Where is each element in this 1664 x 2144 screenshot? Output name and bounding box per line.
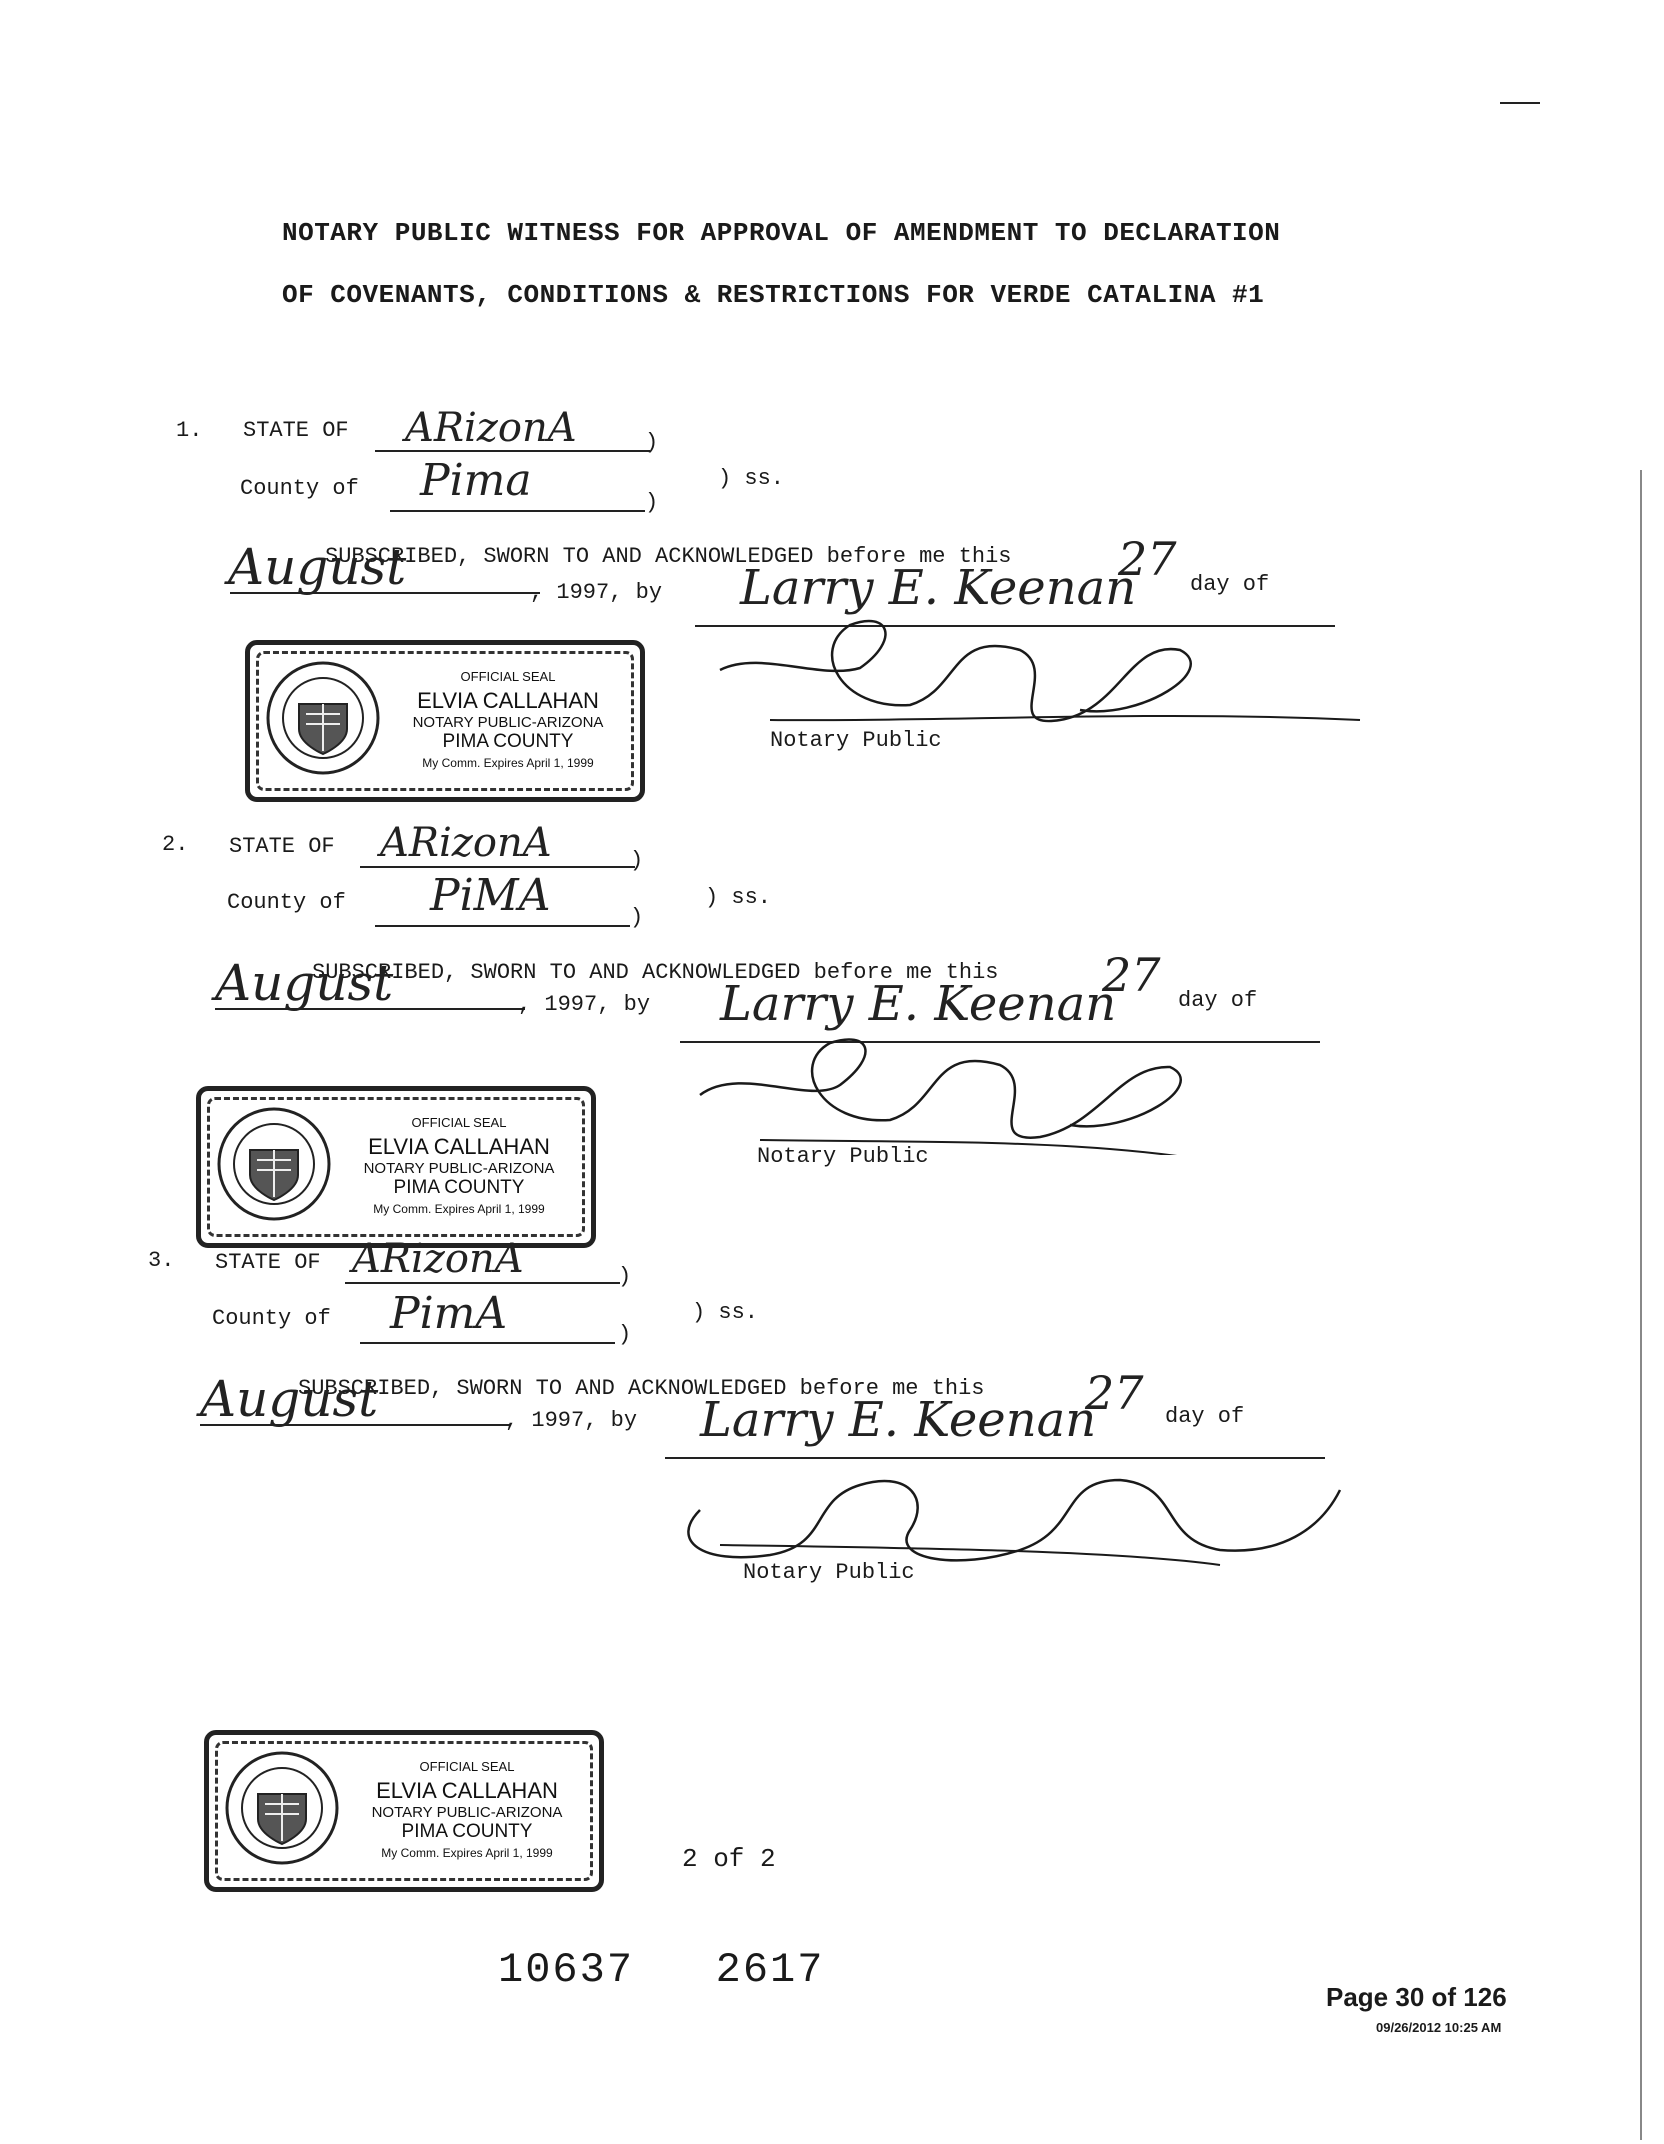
paren: ) (630, 848, 644, 873)
county-value: Pima (420, 455, 532, 506)
signer-name: Larry E. Keenan (700, 1392, 1097, 1448)
notary-public-label: Notary Public (757, 1144, 929, 1169)
state-value: ARizonA (352, 1236, 524, 1282)
county-value: PiMA (430, 870, 551, 921)
print-timestamp: 09/26/2012 10:25 AM (1376, 2020, 1502, 2035)
official-seal-bottom (204, 1730, 604, 1892)
ss-label: ) ss. (705, 885, 772, 910)
seal-line-1: OFFICIAL SEAL (419, 1759, 515, 1774)
seal-line-2: ELVIA CALLAHAN (368, 1134, 550, 1159)
state-seal-emblem (264, 659, 382, 777)
county-value: PimA (390, 1288, 508, 1339)
official-seal (245, 640, 645, 802)
month-value: August (215, 954, 394, 1012)
page-counter: Page 30 of 126 (1326, 1982, 1507, 2012)
seal-line-4: PIMA COUNTY (442, 731, 574, 752)
scan-edge (1640, 470, 1642, 2140)
state-of-label: STATE OF (229, 834, 335, 859)
seal-line-2: ELVIA CALLAHAN (417, 688, 599, 713)
signer-name: Larry E. Keenan (740, 560, 1137, 616)
year-by: , 1997, by (530, 580, 663, 605)
ss-label: ) ss. (692, 1300, 759, 1325)
seal-line-4: PIMA COUNTY (393, 1177, 525, 1198)
title-line-2: OF COVENANTS, CONDITIONS & RESTRICTIONS FOR VERDE CATALINA #1 (282, 280, 1265, 310)
county-of-label: County of (227, 890, 346, 915)
year-by: , 1997, by (518, 992, 651, 1017)
notary-public-label: Notary Public (770, 728, 942, 753)
official-seal (196, 1086, 596, 1248)
seal-line-5: My Comm. Expires April 1, 1999 (381, 1846, 553, 1860)
day-of-label: day of (1190, 572, 1270, 597)
entry-number: 3. (148, 1248, 175, 1273)
paren: ) (645, 430, 659, 455)
notary-signature (680, 1025, 1360, 1155)
day-of-label: day of (1165, 1404, 1245, 1429)
title-line-1: NOTARY PUBLIC WITNESS FOR APPROVAL OF AMENDMENT TO DECLARATION (282, 218, 1281, 248)
state-seal-emblem (223, 1749, 341, 1867)
ss-label: ) ss. (718, 466, 785, 491)
month-value: August (200, 1370, 379, 1428)
state-value: ARizonA (405, 405, 577, 451)
subscribed-text: SUBSCRIBED, SWORN TO AND ACKNOWLEDGED before me this (312, 960, 999, 985)
seal-line-3: NOTARY PUBLIC-ARIZONA (412, 714, 604, 731)
notary-signature (700, 610, 1380, 740)
month-value: August (228, 538, 407, 596)
paren: ) (618, 1264, 632, 1289)
seal-line-1: OFFICIAL SEAL (411, 1115, 507, 1130)
day-value: 27 (1085, 1366, 1144, 1420)
county-of-label: County of (240, 476, 359, 501)
seal-line-4: PIMA COUNTY (401, 1821, 533, 1842)
paren: ) (645, 490, 659, 515)
paren: ) (618, 1322, 632, 1347)
notary-public-label: Notary Public (743, 1560, 915, 1585)
county-of-label: County of (212, 1306, 331, 1331)
state-value: ARizonA (380, 820, 552, 866)
day-of-label: day of (1178, 988, 1258, 1013)
day-value: 27 (1118, 532, 1177, 586)
state-of-label: STATE OF (243, 418, 349, 443)
signer-name: Larry E. Keenan (720, 976, 1117, 1032)
entry-number: 2. (162, 832, 189, 857)
paren: ) (630, 905, 644, 930)
page-of-label: 2 of 2 (682, 1844, 776, 1874)
notary-signature (660, 1440, 1360, 1580)
subscribed-text: SUBSCRIBED, SWORN TO AND ACKNOWLEDGED before me this (298, 1376, 985, 1401)
state-seal-emblem (215, 1105, 333, 1223)
state-of-label: STATE OF (215, 1250, 321, 1275)
seal-line-5: My Comm. Expires April 1, 1999 (373, 1202, 545, 1216)
seal-line-3: NOTARY PUBLIC-ARIZONA (363, 1160, 555, 1177)
seal-line-3: NOTARY PUBLIC-ARIZONA (371, 1804, 563, 1821)
seal-line-5: My Comm. Expires April 1, 1999 (422, 756, 594, 770)
year-by: , 1997, by (505, 1408, 638, 1433)
recording-number: 10637 2617 (498, 1946, 825, 1994)
entry-number: 1. (176, 418, 203, 443)
scan-mark (1500, 102, 1540, 104)
subscribed-text: SUBSCRIBED, SWORN TO AND ACKNOWLEDGED before me this (325, 544, 1012, 569)
day-value: 27 (1102, 948, 1161, 1002)
seal-line-1: OFFICIAL SEAL (460, 669, 556, 684)
seal-line-2: ELVIA CALLAHAN (376, 1778, 558, 1803)
